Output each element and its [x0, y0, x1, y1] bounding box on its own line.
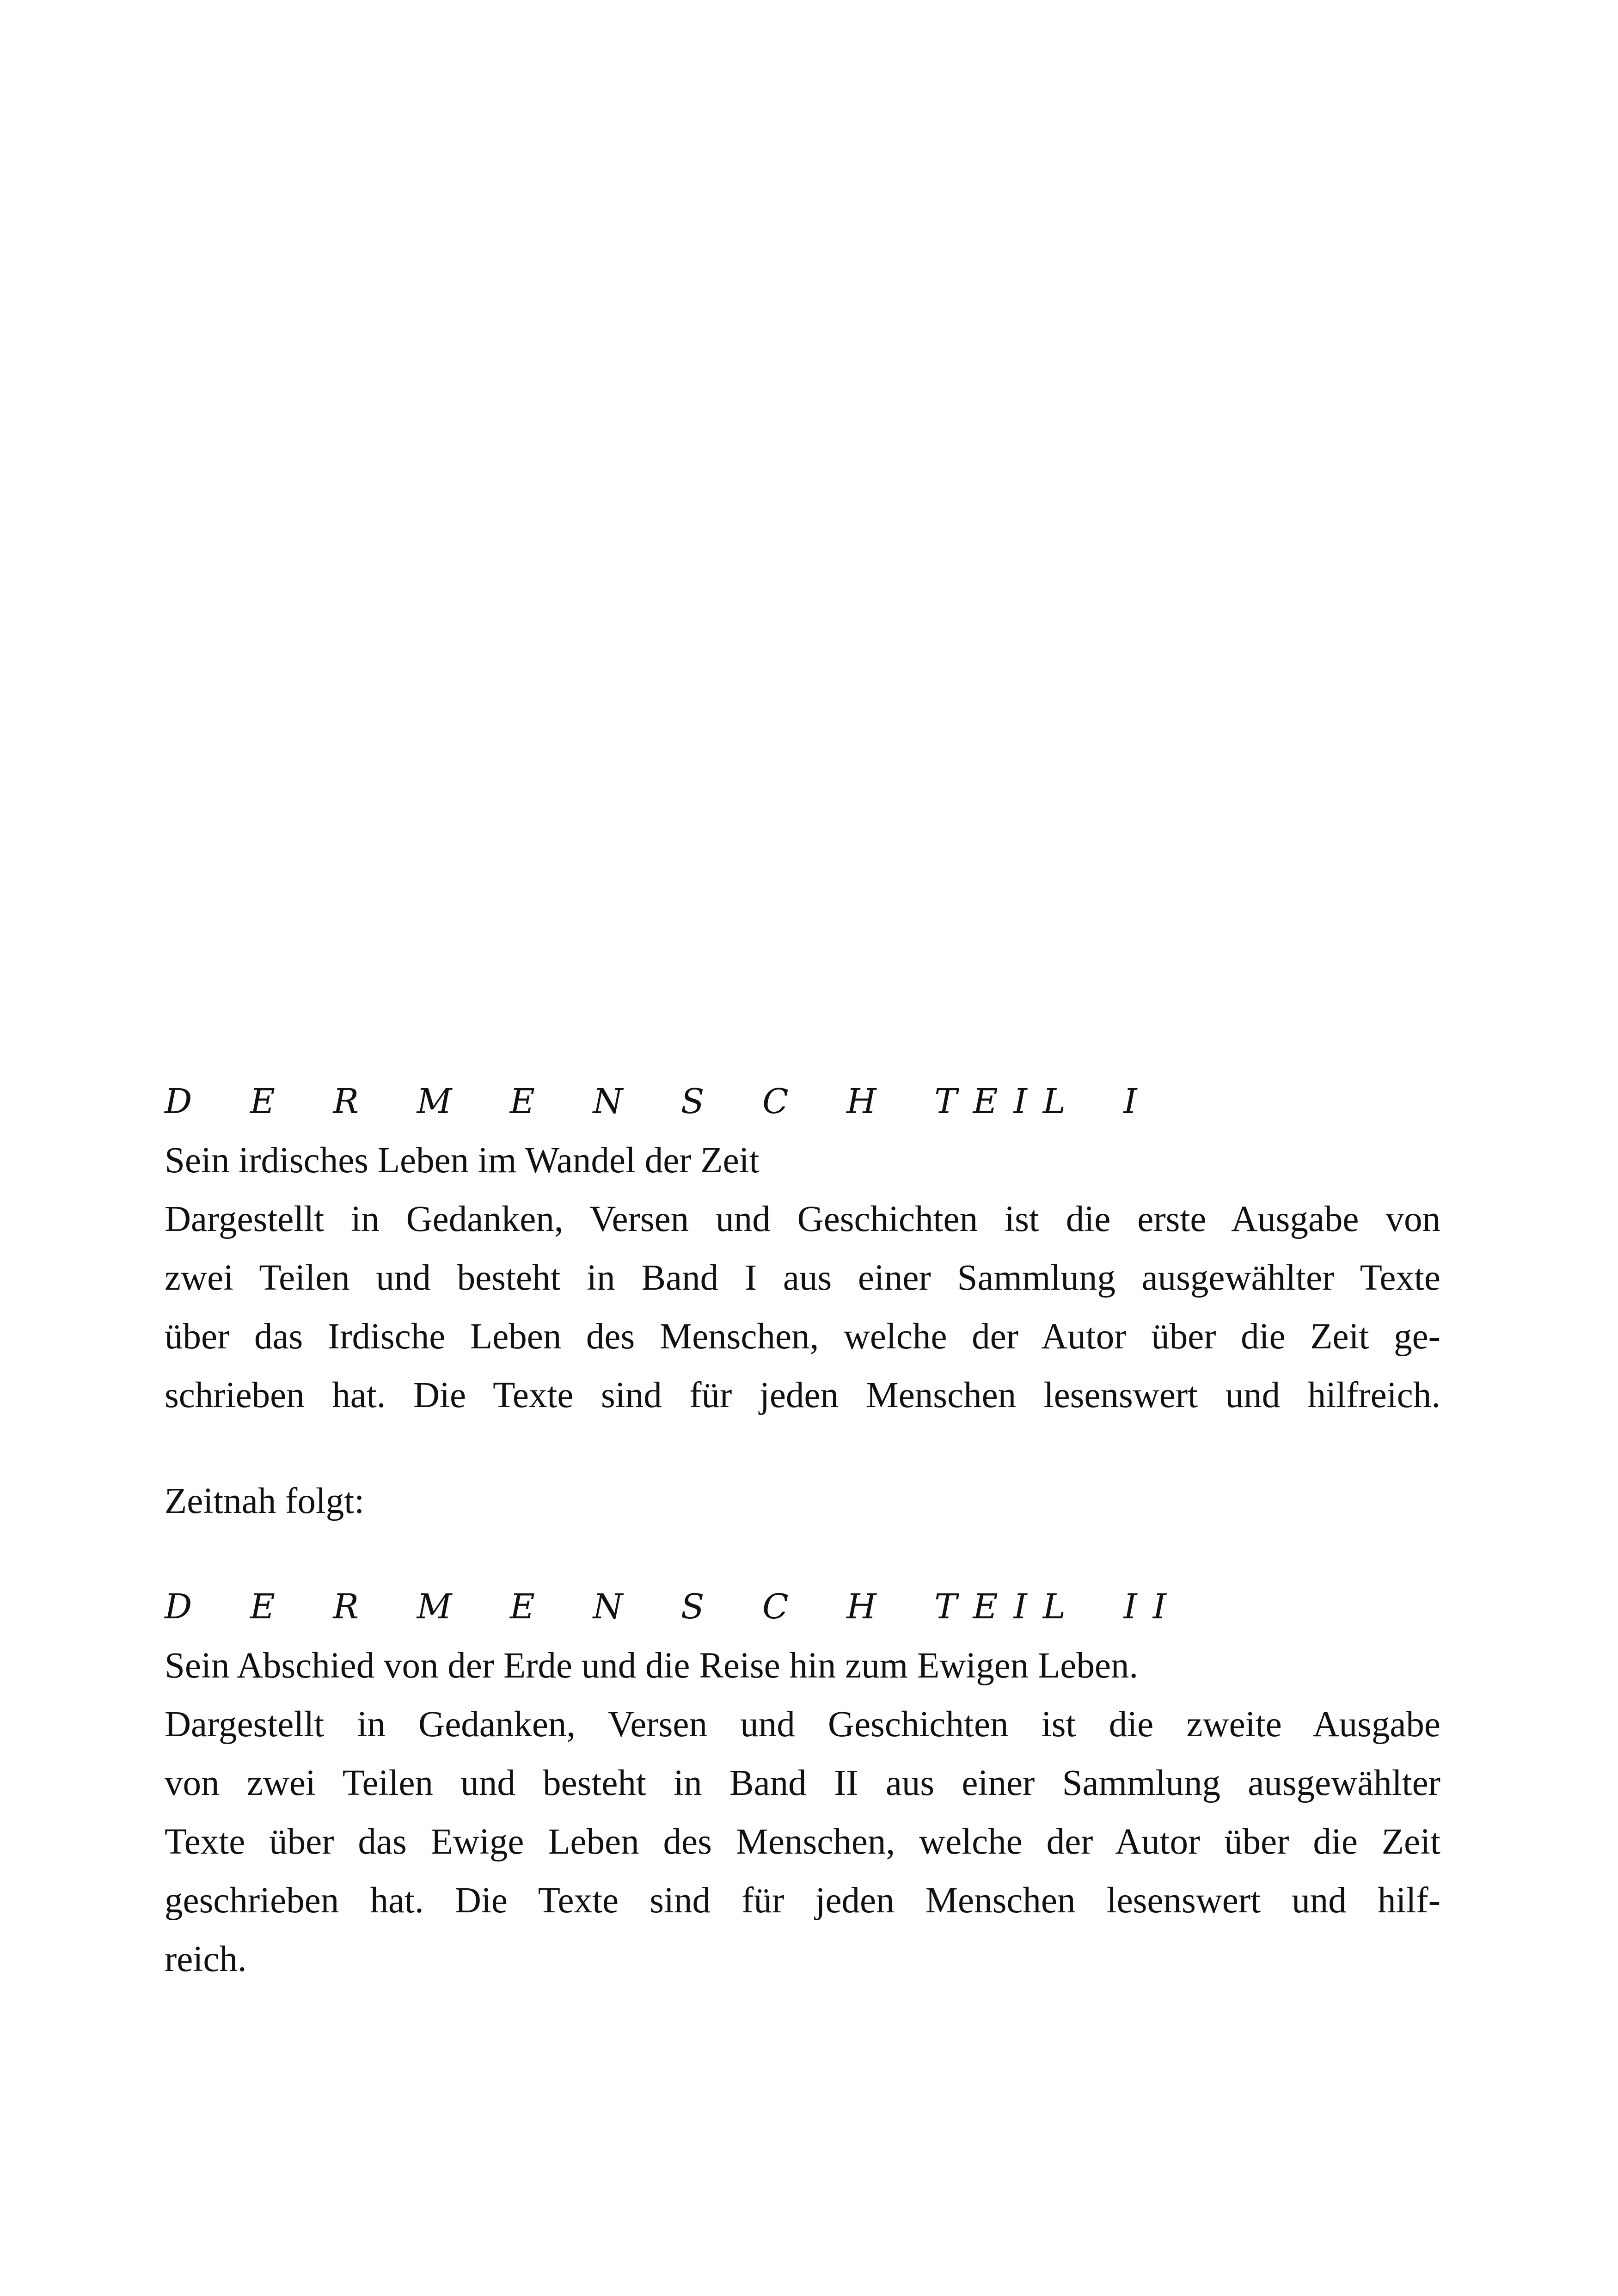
section2-line: reich. [165, 1939, 247, 1979]
section2-line: geschrieben hat. Die Texte sind für jeden Menschen lesenswert und hilf- [165, 1880, 1440, 1921]
section2-line: Texte über das Ewige Leben des Menschen, welche der Autor über die Zeit [165, 1822, 1440, 1862]
section2-line: von zwei Teilen und besteht in Band II aus einer Sammlung ausgewählter [165, 1763, 1440, 1803]
section2-subtitle: Sein Abschied von der Erde und die Reise hin zum Ewigen Leben. [165, 1646, 1139, 1686]
section1-line: schrieben hat. Die Texte sind für jeden Menschen lesenswert und hilfreich. [165, 1375, 1440, 1415]
section2-heading: D E R M E N S C H TEIL II [165, 1587, 1182, 1627]
section1-line: zwei Teilen und besteht in Band I aus einer Sammlung ausgewählter Texte [165, 1258, 1440, 1298]
paragraph-spacer [165, 1425, 1440, 1472]
paragraph-spacer [165, 1531, 1440, 1578]
document-body [165, 1072, 1440, 1989]
section1-heading: D E R M E N S C H TEIL I [165, 1082, 1153, 1121]
section1-line: Dargestellt in Gedanken, Versen und Geschichten ist die erste Ausgabe von [165, 1199, 1440, 1239]
followup-text: Zeitnah folgt: [165, 1481, 365, 1521]
section1-line: über das Irdische Leben des Menschen, welche der Autor über die Zeit ge- [165, 1316, 1440, 1357]
section1-subtitle: Sein irdisches Leben im Wandel der Zeit [165, 1140, 760, 1181]
section2-line: Dargestellt in Gedanken, Versen und Geschichten ist die zweite Ausgabe [165, 1704, 1440, 1745]
section1-paragraph [165, 1190, 1440, 1425]
section2-paragraph [165, 1695, 1440, 1989]
